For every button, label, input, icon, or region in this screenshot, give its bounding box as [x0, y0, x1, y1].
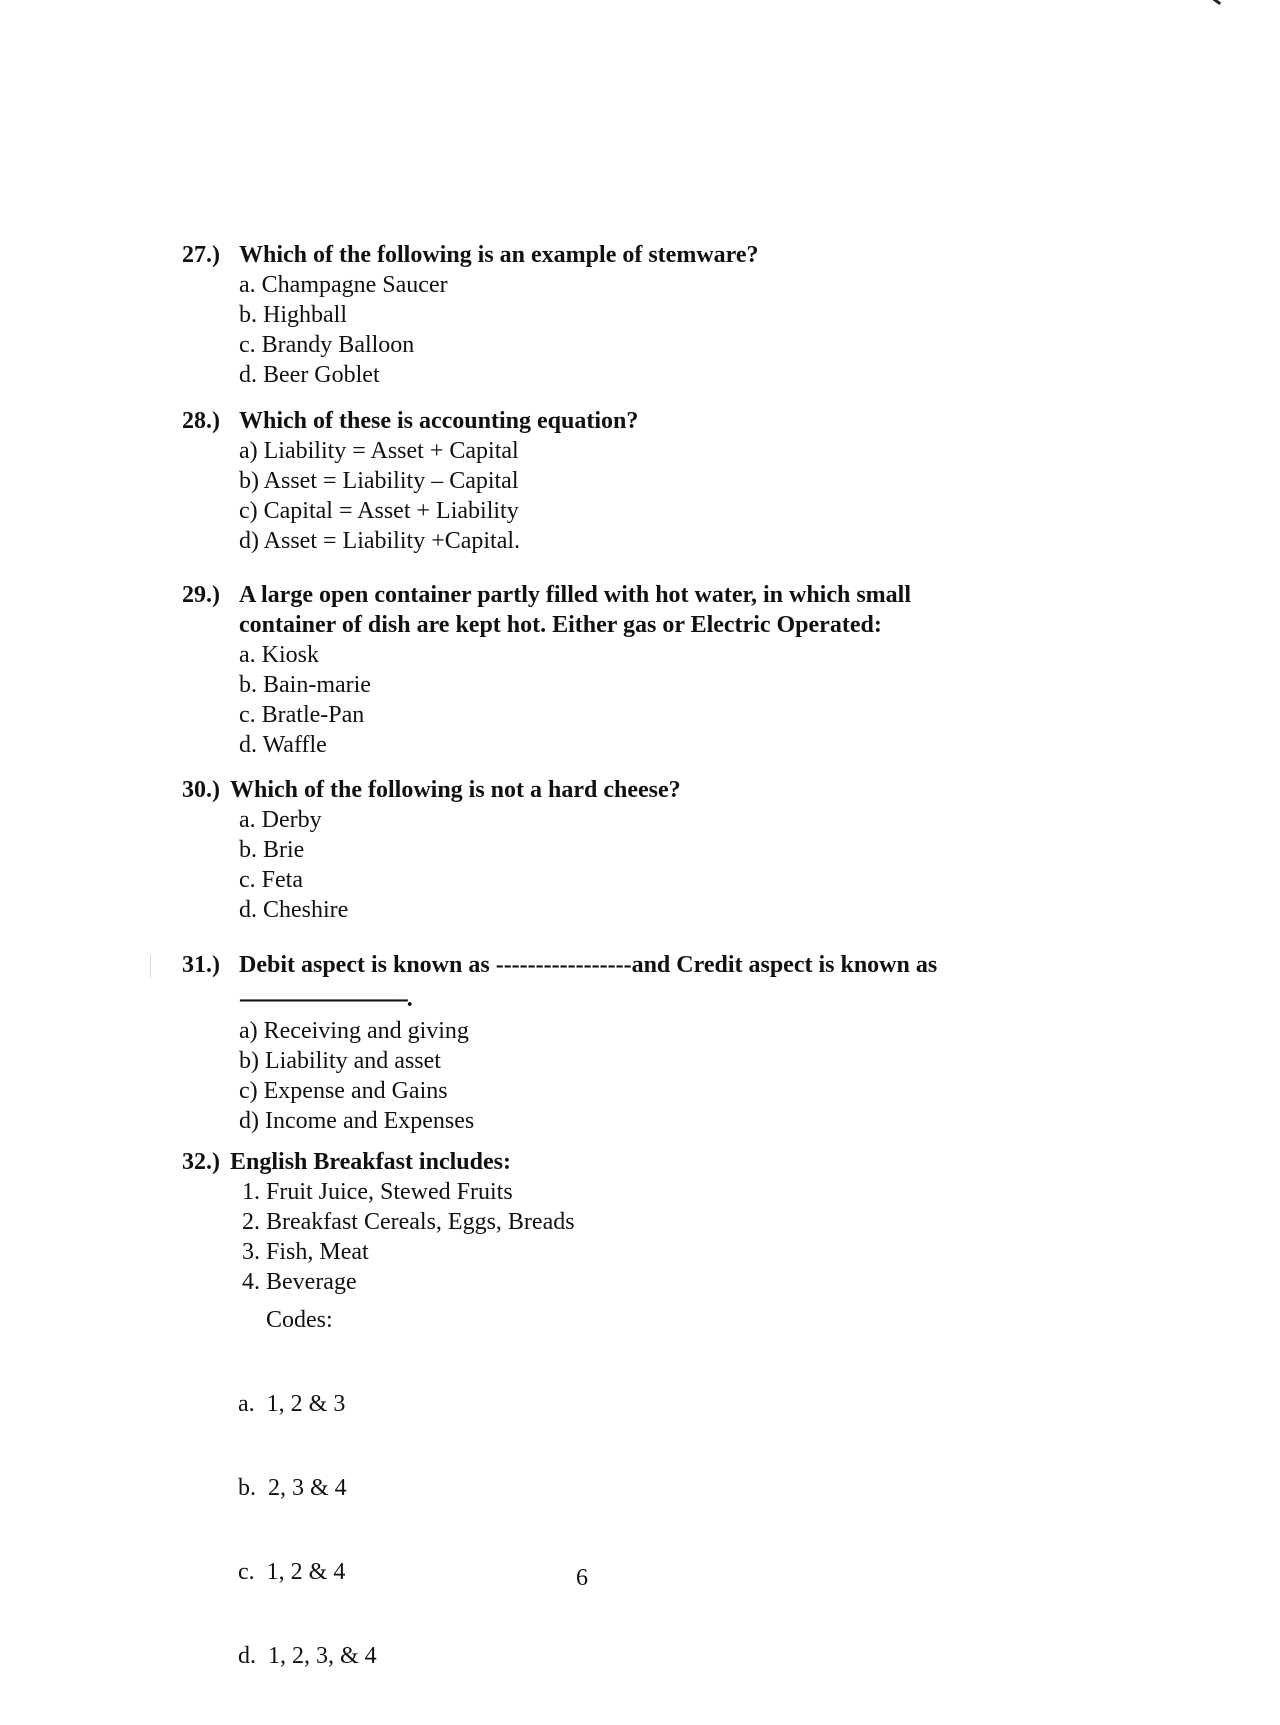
- scan-edge-mark: [150, 955, 151, 977]
- question-number: 31.): [182, 952, 220, 978]
- option-a: a. Kiosk: [239, 642, 319, 668]
- option-d: d. 1, 2, 3, & 4: [238, 1643, 377, 1669]
- option-b: b. Bain-marie: [239, 672, 371, 698]
- option-d: d. Cheshire: [239, 897, 349, 923]
- option-c: c. Brandy Balloon: [239, 332, 415, 358]
- option-c: c) Capital = Asset + Liability: [239, 498, 519, 524]
- option-b: b. 2, 3 & 4: [238, 1475, 347, 1501]
- option-list: [239, 270, 759, 390]
- question-text: Which of the following is an example of stemware?: [239, 242, 759, 268]
- item-4: 4. Beverage: [242, 1269, 357, 1295]
- item-list: [242, 1177, 575, 1297]
- question-32: [182, 1147, 575, 1725]
- question-28: [182, 406, 638, 556]
- option-list: [239, 436, 638, 556]
- option-d: d) Income and Expenses: [239, 1108, 475, 1134]
- option-b: b) Asset = Liability – Capital: [239, 468, 519, 494]
- option-c: c. Bratle-Pan: [239, 702, 365, 728]
- question-text-line-1: A large open container partly filled with hot water, in which small: [239, 582, 911, 608]
- question-number: 30.): [182, 777, 220, 803]
- option-b: b. Brie: [239, 837, 305, 863]
- option-a: a. Derby: [239, 807, 322, 833]
- option-b: b. Highball: [239, 302, 347, 328]
- option-a: a) Liability = Asset + Capital: [239, 438, 519, 464]
- option-list: [239, 1016, 937, 1136]
- question-text-line-2: ----------------------------.: [239, 986, 411, 1012]
- question-number: 32.): [182, 1149, 220, 1175]
- question-number: 27.): [182, 242, 220, 268]
- item-3: 3. Fish, Meat: [242, 1239, 369, 1265]
- option-d: d. Beer Goblet: [239, 362, 380, 388]
- page-number: 6: [576, 1565, 588, 1591]
- option-list: [238, 1335, 575, 1725]
- question-30: [182, 775, 681, 925]
- option-a: a) Receiving and giving: [239, 1018, 469, 1044]
- option-a: a. Champagne Saucer: [239, 272, 448, 298]
- option-a: a. 1, 2 & 3: [238, 1391, 346, 1417]
- item-1: 1. Fruit Juice, Stewed Fruits: [242, 1179, 513, 1205]
- question-29: [182, 580, 911, 760]
- question-31: [182, 950, 937, 1136]
- option-c: c. 1, 2 & 4: [238, 1559, 346, 1585]
- question-text: English Breakfast includes:: [230, 1149, 511, 1175]
- question-number: 29.): [182, 582, 220, 608]
- option-list: [239, 805, 681, 925]
- question-27: [182, 240, 759, 390]
- question-text-line-1: Debit aspect is known as -----------------and Credit aspect is known as: [239, 952, 938, 978]
- option-d: d) Asset = Liability +Capital.: [239, 528, 521, 554]
- question-text-line-2: container of dish are kept hot. Either gas or Electric Operated:: [239, 612, 882, 638]
- question-text: Which of these is accounting equation?: [239, 408, 639, 434]
- option-c: c. Feta: [239, 867, 303, 893]
- codes-label: Codes:: [266, 1307, 333, 1333]
- option-d: d. Waffle: [239, 732, 327, 758]
- item-2: 2. Breakfast Cereals, Eggs, Breads: [242, 1209, 575, 1235]
- question-number: 28.): [182, 408, 220, 434]
- scan-corner-mark: [1213, 0, 1221, 5]
- option-c: c) Expense and Gains: [239, 1078, 448, 1104]
- option-b: b) Liability and asset: [239, 1048, 441, 1074]
- question-text: Which of the following is not a hard cheese?: [230, 777, 681, 803]
- option-list: [239, 640, 911, 760]
